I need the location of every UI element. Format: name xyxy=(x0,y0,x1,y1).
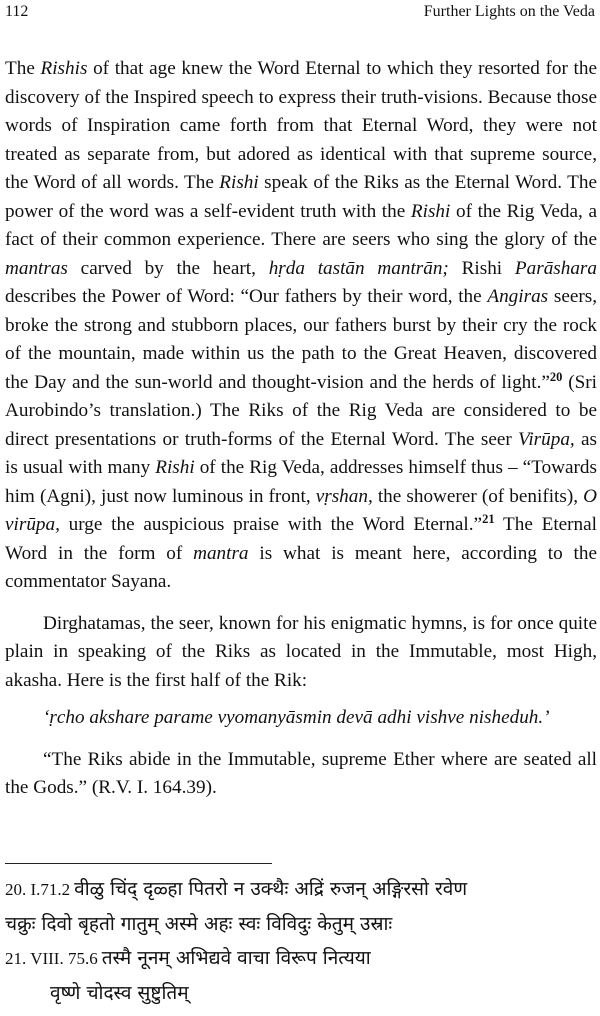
footnote-label: 21. VIII. 75.6 xyxy=(5,949,98,968)
text-run: urge the auspicious praise with the Word Eternal.” xyxy=(59,514,483,535)
footnote-ref: 21 xyxy=(482,512,495,526)
text-run: (Sri Aurobindo’s translation.) The Riks of the Rig Veda are considered to be direct presentations or truth-forms of the Eternal Word. The seer xyxy=(5,371,597,450)
footnote-20-continued xyxy=(5,907,597,941)
sanskrit-verse-line: वीळु चिंद् दृळ्हा पितरो न उक्थैः अद्रिं रुजन् अङ्गिरसो रवेण xyxy=(74,878,468,900)
footnotes xyxy=(5,872,597,1010)
text-run: is what is meant here, according to the commentator Sayana. xyxy=(5,542,597,592)
italic-term: Angiras xyxy=(487,286,549,307)
text-run: seers, broke the strong and stubborn places, our fathers burst by their cry the rock of the mountain, made within us the path to the Great Heaven, discovered the Day and the sun-world and thought-vision and the herds of light.” xyxy=(5,286,598,393)
text-run: Rishi xyxy=(448,257,515,279)
italic-term: vṛshan, xyxy=(315,485,373,507)
italic-term: Rishi xyxy=(410,200,451,222)
text-run: The xyxy=(5,58,41,79)
footnote-20 xyxy=(5,872,597,907)
sanskrit-verse-line: तस्मै नूनम् अभिद्यवे वाचा विरूप नित्यया xyxy=(101,947,371,969)
text-run: The Eternal Word in the form of xyxy=(5,514,598,564)
italic-term: hṛda tastān mantrān; xyxy=(268,257,449,279)
running-title: Further Lights on the Veda xyxy=(423,3,595,20)
text-run: speak of the Riks as the Eternal Word. The power of the word was a self-evident truth with the xyxy=(5,172,597,222)
sanskrit-verse-line: चक्रुः दिवो बृहतो गातुम् अस्मे अहः स्वः विविदुः केतुम् उस्राः xyxy=(5,913,393,935)
italic-term: Rishi xyxy=(155,457,195,478)
running-header xyxy=(5,3,595,25)
italic-term: mantras xyxy=(5,257,68,279)
text-run: describes the Power of Word: “Our fathers by their word, the xyxy=(5,286,488,307)
text-run: carved by the heart, xyxy=(67,257,269,279)
footnote-label: 20. I.71.2 xyxy=(5,880,71,899)
footnote-21-continued xyxy=(5,976,597,1010)
rik-quote: ‘ṛcho akshare parame vyomanyāsmin devā adhi vishve nisheduh.’ xyxy=(43,707,550,728)
italic-term: Rishis xyxy=(40,58,88,79)
italic-term: O virūpa, xyxy=(5,485,597,535)
rik-translation: “The Riks abide in the Immutable, supreme Ether where are seated all the Gods.” (R.V. I. 164.39). xyxy=(5,748,597,798)
text-run: the showerer (of benifits), xyxy=(372,485,584,507)
italic-term: Rishi xyxy=(219,172,259,193)
main-text xyxy=(5,55,597,803)
italic-term: mantra xyxy=(193,542,249,564)
text-run: of the Rig Veda, addresses himself thus – “Towards him (Agni), just now luminous in front, xyxy=(5,457,597,507)
italic-term: Parāshara xyxy=(514,257,597,279)
sanskrit-transliteration xyxy=(5,704,597,733)
footnote-21 xyxy=(5,941,597,976)
paragraph-dirghatamas: Dirghatamas, the seer, known for his enigmatic hymns, is for once quite plain in speaking of the Riks as located in the Immutable, most High, akasha. Here is the first half of the Rik: xyxy=(5,612,597,691)
paragraph-rishis-word-eternal xyxy=(5,55,597,597)
footnote-divider xyxy=(5,863,272,864)
sanskrit-verse-line: वृष्णे चोदस्व सुष्टुतिम् xyxy=(50,982,189,1004)
page-number: 112 xyxy=(5,3,29,20)
text-run: of the Rig Veda, a fact of their common experience. There are seers who sing the glory of the xyxy=(5,200,597,250)
text-run: of that age knew the Word Eternal to which they resorted for the discovery of the Inspired speech to express their truth-visions. Because those words of Inspiration came forth from that Eternal Word, they were not treated as separate from, but adored as identical with that supreme source, the Word of all words. The xyxy=(5,58,597,193)
text-run: as is usual with many xyxy=(5,428,597,478)
italic-term: Virūpa, xyxy=(518,428,575,450)
footnote-ref: 20 xyxy=(549,369,563,384)
